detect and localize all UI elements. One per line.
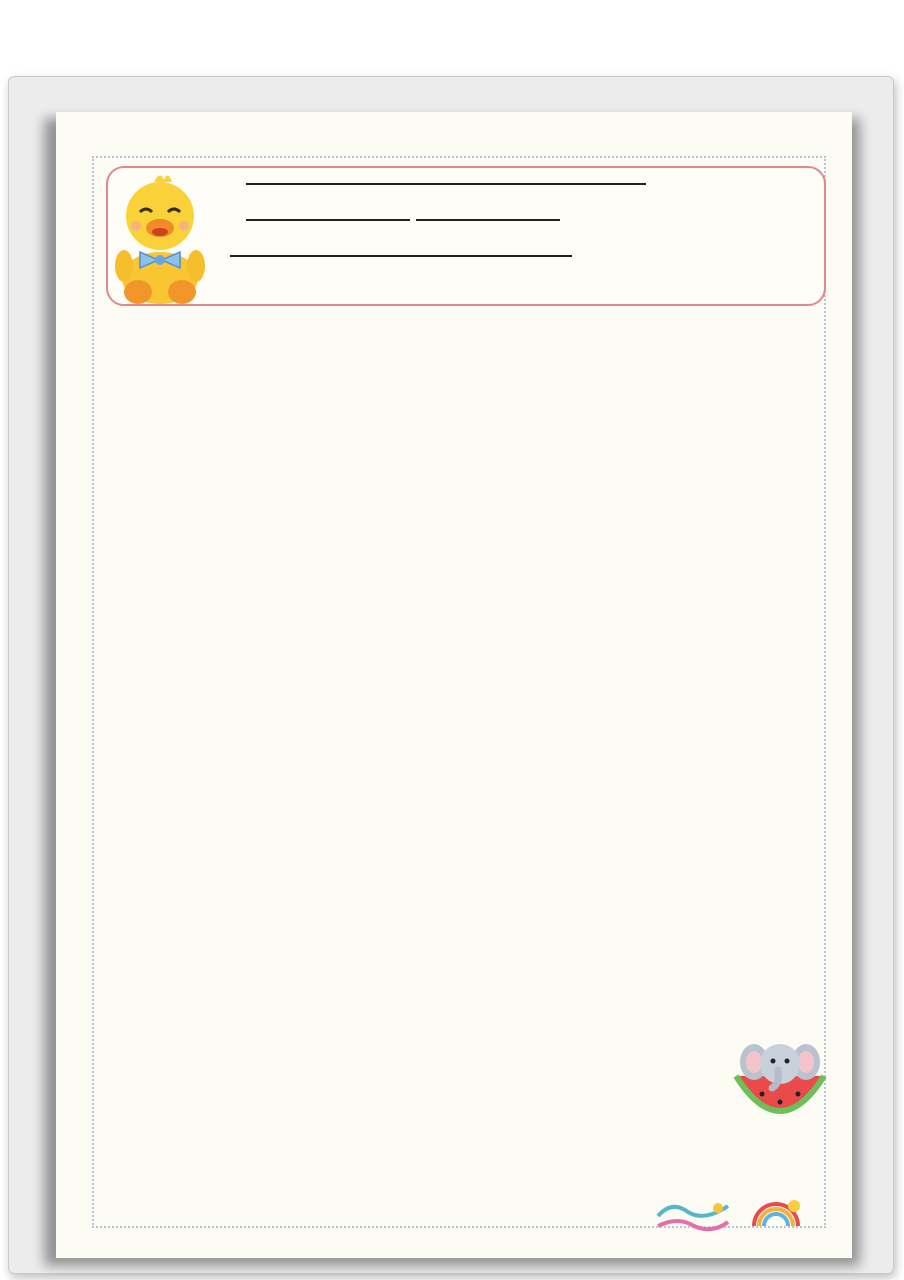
professor-field[interactable] [230,241,572,257]
rainbow-logo [748,1198,804,1232]
nome-field[interactable] [246,169,646,185]
professor-line [230,240,572,263]
left-car-border [58,142,88,1222]
spiral-binding [0,0,904,120]
serie-field[interactable] [246,205,410,221]
nome-line [246,168,646,191]
top-car-border [96,120,812,156]
duck-illustration [110,170,210,306]
turma-field[interactable] [416,205,560,221]
brand-logo [652,1198,734,1234]
dotted-frame [92,156,826,1228]
report-page [56,112,852,1258]
elephant-watermelon-illustration [732,1036,828,1128]
report-content [100,370,812,395]
serie-turma-line [246,204,560,227]
